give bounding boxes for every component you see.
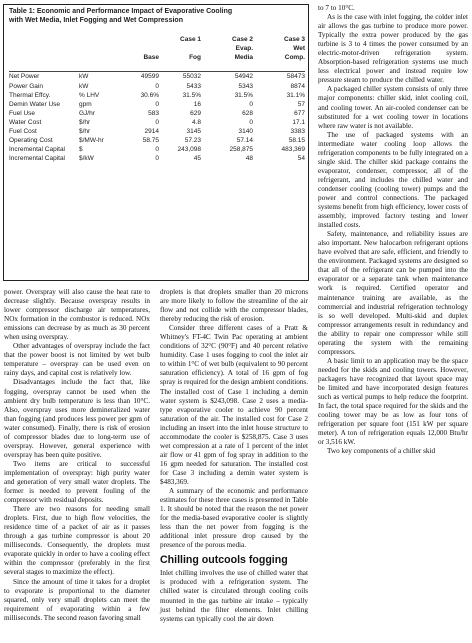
row-value: 677: [294, 109, 305, 117]
table-row: [9, 109, 305, 118]
table-row: [9, 145, 305, 154]
row-label: Water Cost: [9, 118, 42, 126]
column-1: [4, 288, 150, 623]
col1-paragraph-1: power. Overspray will also cause the heat rate to decrease slightly. Because overspray results in lower compressor discharge air temperatures, NOx formation in the combustor is reduced. NOx emissions can decrease by as much as 30 percent when using overspray.: [4, 288, 150, 342]
row-value: 48: [245, 155, 253, 163]
table-subheader-row: [9, 44, 305, 53]
table-row: [9, 127, 305, 136]
row-unit: % LHV: [79, 91, 100, 99]
col3-paragraph-2: As is the case with inlet fogging, the colder inlet air allows the gas turbine to produce more power. Typically the extra power produced by the gas turbine is 3 to 4 times the power consumed by an electric-motor-driven refrigeration system. Absorption-based refrigeration systems use much less electrical power and instead require low pressure steam to produce the chilled water.: [318, 13, 468, 85]
row-value: 57: [297, 100, 305, 108]
row-value: 0: [155, 118, 159, 126]
col3-paragraph-1: to 7 to 10°C.: [318, 4, 355, 12]
column-3: [318, 4, 468, 456]
header-fog: Fog: [189, 53, 201, 61]
row-value: 628: [242, 109, 253, 117]
row-label: Incremental Capital: [9, 146, 65, 154]
row-unit: kW: [79, 82, 89, 90]
table-row: [9, 91, 305, 100]
row-value: 16: [193, 100, 201, 108]
row-label: Fuel Cost: [9, 127, 37, 135]
table-row: [9, 72, 305, 82]
row-value: 57.14: [236, 137, 253, 145]
row-unit: $/hr: [79, 127, 91, 135]
table-body: [9, 72, 305, 163]
row-unit: $/hr: [79, 118, 91, 126]
col3-paragraph-5: Safety, maintenance, and reliability issues are also important. New halocarbon refrigerant options have evolved that are safe, efficient, and friendly to the environment. Packaged systems are designed so that all of the refrigerant can be pumped into the evaporator or a separate tank when maintenance work is required. Certified operator and maintenance training are available, as the commercial and industrial refrigeration technology is so well developed. Multi-skid and duplex compressor arrangements result in redundancy and the ability to repair one compressor while still operating the system with the remaining compressors.: [318, 230, 468, 356]
table-row: [9, 81, 305, 90]
row-label: Operating Cost: [9, 137, 53, 145]
row-value: 45: [193, 155, 201, 163]
economic-performance-table: [9, 35, 305, 163]
evap-header-line2: Media: [234, 53, 253, 61]
row-value: 8874: [290, 82, 305, 90]
table-row: [9, 100, 305, 109]
col3-paragraph-3: A packaged chiller system consists of only three major components: chiller skid, inlet cooling coil, and cooling tower. An air-cooled condenser can be substituted for a wet cooling tower in locations where raw water is not available.: [318, 85, 468, 130]
row-value: 0: [155, 82, 159, 90]
table-row: [9, 136, 305, 145]
col3-paragraph-4: The use of packaged systems with an intermediate water cooling loop allows the refrigeration components to be fully integrated on a single skid. The chiller skid package contains the evaporator, condenser, compressor, all of the refrigerant, and includes the chilled water and condenser cooling (cooling tower) pumps and the power and control connections. The packaged systems benefit from high efficiency, lower costs of assembly, improved factory testing and lower installed costs.: [318, 130, 468, 230]
col3-paragraph-7: Two key components of a chiller skid: [327, 447, 436, 456]
wet-header-line1: Wet: [293, 44, 305, 52]
table-row: [9, 154, 305, 163]
table-1-box: [3, 4, 309, 281]
row-value: 58473: [286, 73, 305, 81]
col1-paragraph-6: Since the amount of time it takes for a droplet to evaporate is proportional to the diameter squared, only very small droplets can meet the requirement of evaporating within a few milliseconds. The second reason favoring small: [4, 577, 150, 622]
col2-paragraph-2: Consider three different cases of a Pratt & Whitney's FT-4C Twin Pac operating at ambient conditions of 32°C (90°F) and 40 percent relative humidity. Case 1 uses fogging to cool the inlet air to within 1°C of wet bulb (equivalent to 90 percent saturation efficiency). A total of 16 gpm of fog spray is required for the design ambient conditions. The installed cost of Case 1 including a demin water system is $243,098. Case 2 uses a media-type evaporative cooler to achieve 90 percent saturation of the air. The installed cost for Case 2 including an insert into the inlet house structure to accommodate the cooler is $258,875. Case 3 uses wet compression at a rate of 1 percent of the inlet air flow or 41 gpm of fog spray in addition to the 16 gpm needed for saturation. The installed cost for Case 3 including a demin water system is $483,369.: [160, 324, 308, 486]
row-label: Thermal Effcy.: [9, 91, 51, 99]
row-value: 31.5%: [182, 91, 201, 99]
row-value: 54942: [234, 73, 253, 81]
col2-paragraph-3: A summary of the economic and performance estimates for these three cases is presented in Table 1. It should be noted that the reason the net power for the media-based evaporative cooler is slightly less than the net power from fogging is the additional inlet pressure drop caused by the presence of the porous media.: [160, 487, 308, 550]
row-value: 243,098: [177, 146, 201, 154]
row-value: 57.23: [184, 137, 201, 145]
row-value: 58.15: [288, 137, 305, 145]
row-value: 3140: [238, 127, 253, 135]
column-2: [160, 288, 308, 624]
row-value: 55032: [182, 73, 201, 81]
row-label: Demin Water Use: [9, 100, 61, 108]
row-unit: $/MW-hr: [79, 137, 104, 145]
case-1-label: Case 1: [180, 35, 201, 43]
case-2-label: Case 2: [232, 35, 253, 43]
col1-paragraph-4: Two items are critical to successful implementation of overspray: high purity water and generation of very small water droplets. The former is needed to prevent fouling of the compressor with residual deposits.: [4, 459, 150, 505]
row-value: 58.75: [142, 137, 159, 145]
case-3-label: Case 3: [284, 35, 305, 43]
section-heading: Chilling outcools fogging: [160, 554, 288, 567]
row-value: 0: [155, 100, 159, 108]
row-value: 0: [249, 100, 253, 108]
row-value: 629: [190, 109, 201, 117]
row-label: Incremental Capital: [9, 155, 65, 163]
row-label: Fuel Use: [9, 109, 36, 117]
row-label: Power Gain: [9, 82, 43, 90]
table-case-row: [9, 35, 305, 44]
row-value: 258,875: [229, 146, 253, 154]
row-unit: GJ/hr: [79, 109, 95, 117]
row-value: 3145: [186, 127, 201, 135]
row-value: 4.8: [191, 118, 201, 126]
col3-paragraph-6: A basic limit to an application may be the space needed for the skids and cooling towers. However, packagers have recognized that layout space may be limited and have incorporated design features such as vertical pumps to help reduce the footprint. In fact, the total space required for the skids and the cooling tower may be as low as four tons of refrigeration per square foot (151 kW per square meter). A ton of refrigeration equals 12,000 Btu/hr or 3,516 kW.: [318, 356, 468, 447]
wet-header-line2: Comp.: [284, 53, 305, 61]
table-title-line1: Table 1: Economic and Performance Impact of Evaporative Cooling: [9, 8, 233, 15]
row-value: 2914: [144, 127, 159, 135]
row-unit: gpm: [79, 100, 92, 108]
row-value: 31.5%: [234, 91, 253, 99]
col2-paragraph-1: droplets is that droplets smaller than 20 microns are more likely to follow the streamline of the air flow and not collide with the compressor blades, thereby reducing the risk of erosion.: [160, 288, 308, 324]
header-rule: [9, 62, 305, 72]
header-base: Base: [143, 53, 159, 61]
row-value: 31.1%: [286, 91, 305, 99]
row-value: 583: [148, 109, 159, 117]
row-unit: kW: [79, 73, 89, 81]
row-value: 54: [297, 155, 305, 163]
row-value: 30.6%: [140, 91, 159, 99]
row-unit: $: [79, 146, 83, 154]
evap-header-line1: Evap.: [235, 44, 253, 52]
col1-paragraph-2: Other advantages of overspray include the fact that the power boost is not limited by wet bulb temperature – overspray can be used even on rainy days, and capital cost is relatively low.: [4, 342, 150, 378]
col1-paragraph-3: Disadvantages include the fact that, like fogging, overspray cannot be used when the ambient dry bulb temperature is less than 10°C. Also, overspray uses more demineralized water than fogging (and produces less power per gpm of water consumed). Finally, there is risk of erosion of compressor blades due to long-term use of overspray. However, general experience with overspray has been quite positive.: [4, 378, 150, 459]
col2-paragraph-4: Inlet chilling involves the use of chilled water that is produced with a refrigeration system. The chilled water is circulated through cooling coils mounted in the gas turbine air intake – typically just behind the filter elements. Inlet chilling systems can typically cool the air down: [160, 569, 308, 623]
table-row: [9, 118, 305, 127]
row-unit: $/kW: [79, 155, 94, 163]
row-value: 0: [249, 118, 253, 126]
col1-paragraph-5: There are two reasons for needing small droplets. First, due to high flow velocities, the residence time of a packet of air as it passes through a gas turbine compressor is about 20 milliseconds. Consequently, the droplets must evaporate quickly in order to have a cooling effect within the compressor (preferably in the first several stages to maximize the effect).: [4, 505, 150, 577]
row-label: Net Power: [9, 73, 40, 81]
row-value: 3383: [290, 127, 305, 135]
table-header-row: [9, 53, 305, 62]
table-title-line2: with Wet Media, Inlet Fogging and Wet Compression: [9, 16, 183, 24]
row-value: 5343: [238, 82, 253, 90]
row-value: 0: [155, 146, 159, 154]
row-value: 17.1: [292, 118, 305, 126]
table-title: [9, 8, 232, 25]
row-value: 483,369: [281, 146, 305, 154]
row-value: 0: [155, 155, 159, 163]
row-value: 49599: [140, 73, 159, 81]
row-value: 5433: [186, 82, 201, 90]
